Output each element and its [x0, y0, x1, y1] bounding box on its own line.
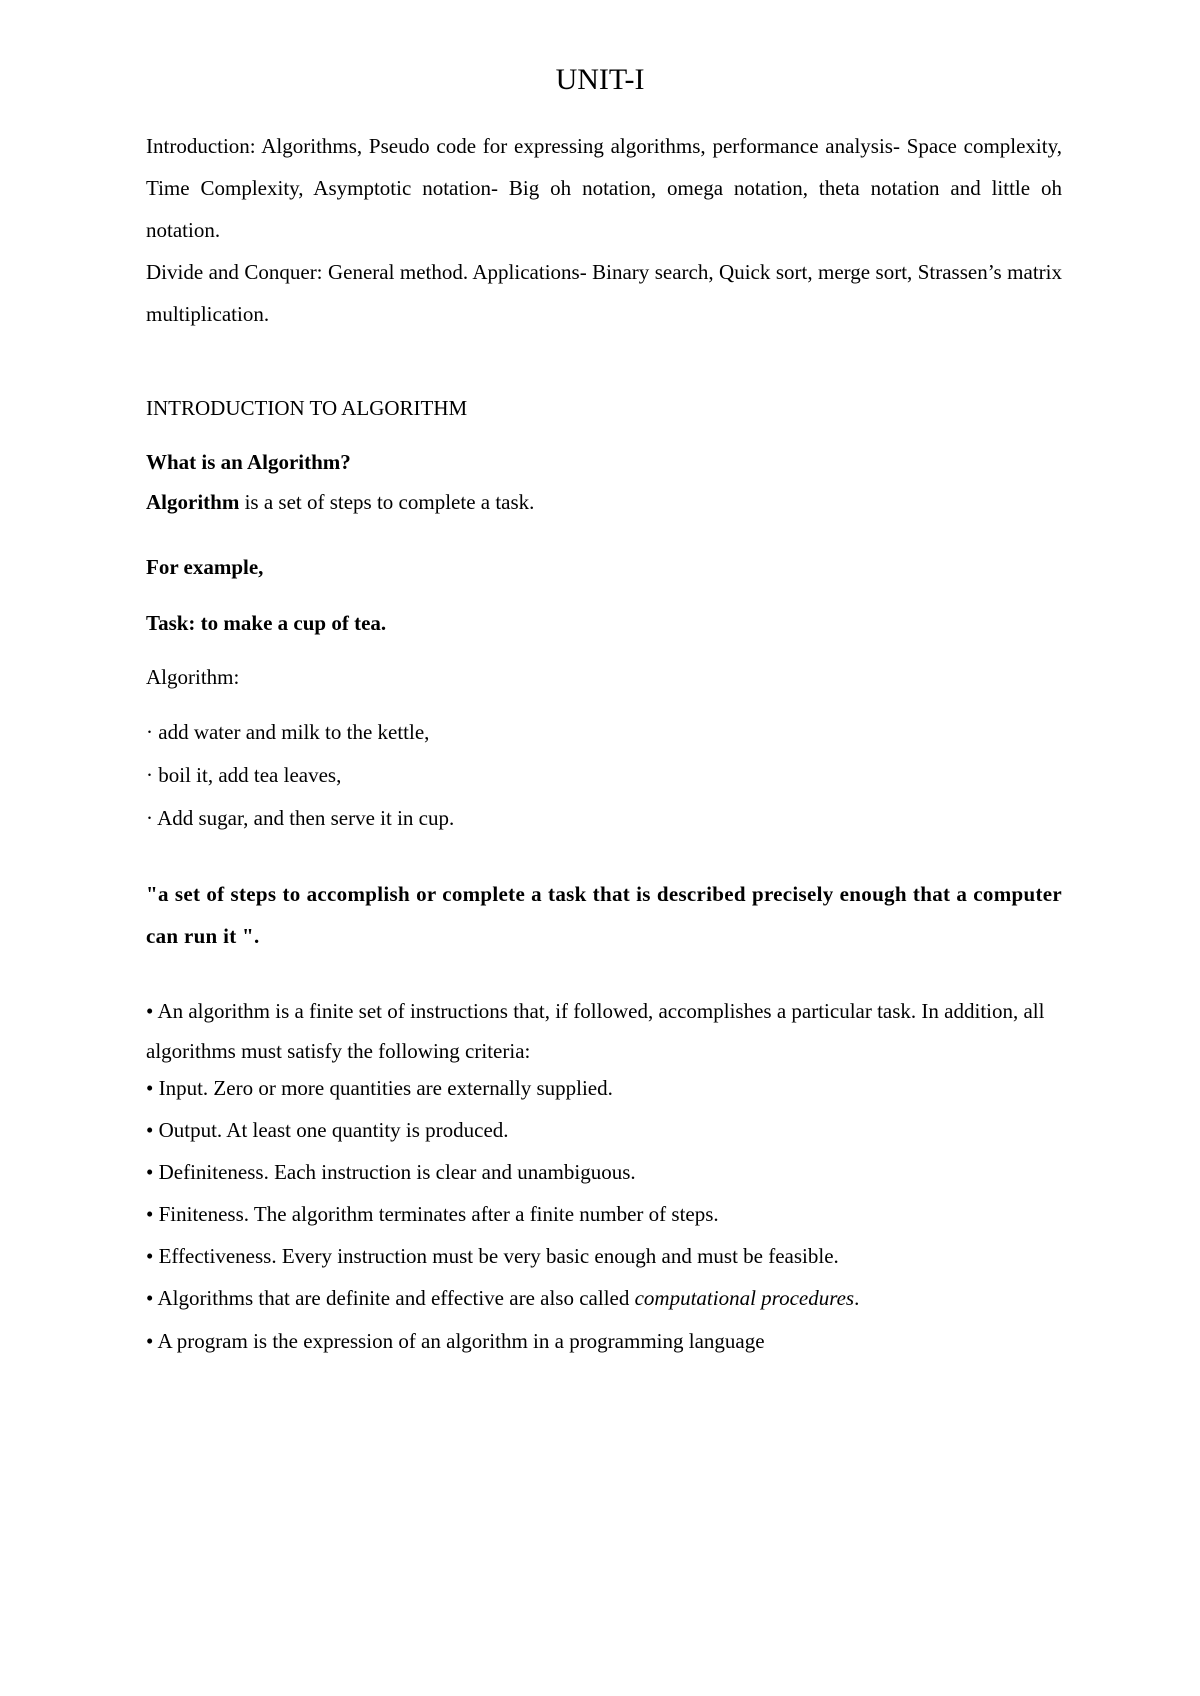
task-label: Task: to make a cup of tea.: [146, 611, 387, 635]
criterion-item: • Input. Zero or more quantities are externally supplied.: [146, 1076, 613, 1100]
criterion-item: • Definiteness. Each instruction is clear and unambiguous.: [146, 1160, 636, 1184]
example-label: For example,: [146, 555, 264, 579]
syllabus-divide-and-conquer: Divide and Conquer: General method. Applications- Binary search, Quick sort, merge sort, Strassen’s matrix multiplication.: [146, 260, 1062, 326]
syllabus-introduction: Introduction: Algorithms, Pseudo code for expressing algorithms, performance analysis- Space complexity, Time Complexity, Asymptotic notation- Big oh notation, omega notation, theta notation and little oh notation.: [146, 134, 1062, 242]
syllabus: [146, 125, 1062, 335]
computational-procedures-line: [146, 1284, 859, 1312]
computational-prefix: • Algorithms that are definite and effective are also called: [146, 1286, 635, 1310]
unit-title: UNIT-I: [555, 63, 645, 96]
criteria-intro: • An algorithm is a finite set of instructions that, if followed, accomplishes a particular task. In addition, all algorithms must satisfy the following criteria:: [146, 999, 1045, 1063]
criterion-item: • Finiteness. The algorithm terminates after a finite number of steps.: [146, 1202, 719, 1226]
computational-suffix: .: [854, 1286, 860, 1310]
tea-step: · Add sugar, and then serve it in cup.: [146, 806, 455, 830]
algorithm-definition: [146, 488, 534, 516]
algorithm-label: Algorithm:: [146, 665, 240, 689]
tea-step: · boil it, add tea leaves,: [146, 763, 342, 787]
question-heading: What is an Algorithm?: [146, 450, 351, 474]
program-line: • A program is the expression of an algorithm in a programming language: [146, 1329, 765, 1353]
tea-step: · add water and milk to the kettle,: [146, 720, 430, 744]
criterion-item: • Output. At least one quantity is produced.: [146, 1118, 509, 1142]
algorithm-quote: "a set of steps to accomplish or complete a task that is described precisely enough that a computer can run it ".: [146, 882, 1062, 948]
criterion-item: • Effectiveness. Every instruction must be very basic enough and must be feasible.: [146, 1244, 839, 1268]
section-heading: INTRODUCTION TO ALGORITHM: [146, 396, 468, 420]
definition-term: Algorithm: [146, 490, 240, 514]
definition-text: is a set of steps to complete a task.: [239, 490, 535, 514]
computational-term: computational procedures: [634, 1286, 855, 1310]
